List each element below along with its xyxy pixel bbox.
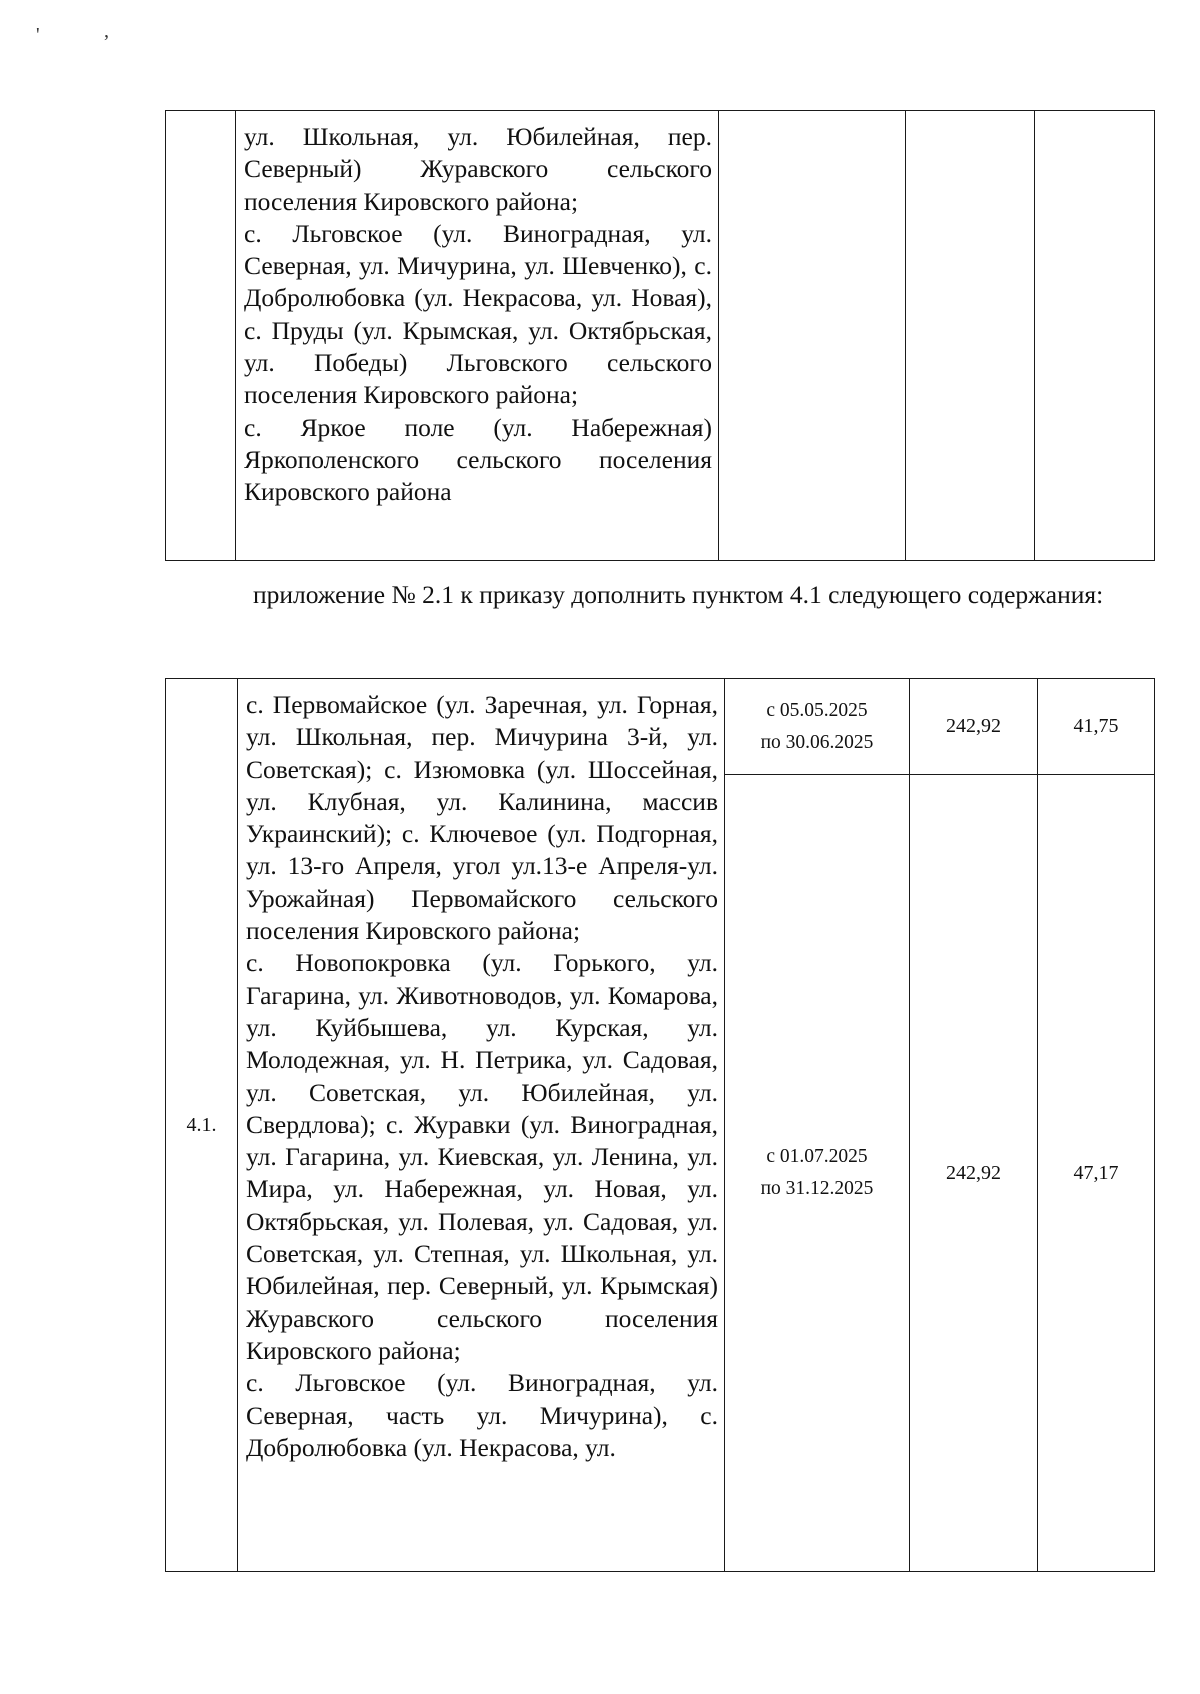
table-row	[166, 111, 1155, 561]
table-row	[166, 679, 1155, 775]
period-from: с 05.05.2025	[766, 699, 868, 721]
period-cell	[719, 111, 906, 561]
address-line: с. Льговское (ул. Виноградная, ул. Северная, часть ул. Мичурина), с. Добролюбовка (ул. Некрасова, ул.	[246, 1368, 718, 1462]
address-cell	[236, 111, 719, 561]
address-line: с. Первомайское (ул. Заречная, ул. Горная, ул. Школьная, пер. Мичурина 3-й, ул. Советская); с. Изюмовка (ул. Шоссейная, ул. Клубная, ул. Калинина, массив Украинский); с. Ключевое (ул. Подгорная, ул. 13-го Апреля, угол ул.13-е Апреля-ул. Урожайная) Первомайского сельского поселения Кировского района;	[246, 690, 718, 946]
scan-mark: ,	[104, 20, 109, 42]
tariff-table-item	[165, 678, 1155, 1572]
amendment-paragraph: приложение № 2.1 к приказу дополнить пунктом 4.1 следующего содержания:	[253, 580, 1104, 609]
value-cell	[1035, 111, 1155, 561]
value-2-cell: 47,17	[1038, 775, 1155, 1572]
tariff-table-continuation	[165, 110, 1155, 561]
number-cell	[166, 111, 236, 561]
item-number: 4.1.	[166, 679, 238, 1572]
value-cell	[906, 111, 1035, 561]
scan-mark: '	[36, 24, 40, 46]
value-2-cell: 41,75	[1038, 679, 1155, 775]
period-from: с 01.07.2025	[766, 1146, 868, 1167]
period-cell	[725, 775, 910, 1572]
address-line: ул. Школьная, ул. Юбилейная, пер. Северный) Журавского сельского поселения Кировского района;	[244, 122, 712, 216]
address-line: с. Новопокровка (ул. Горького, ул. Гагарина, ул. Животноводов, ул. Комарова, ул. Куйбышева, ул. Курская, ул. Молодежная, ул. Н. Петрика, ул. Садовая, ул. Советская, ул. Юбилейная, ул. Свердлова); с. Журавки (ул. Виноградная, ул. Гагарина, ул. Киевская, ул. Ленина, ул. Мира, ул. Набережная, ул. Новая, ул. Октябрьская, ул. Полевая, ул. Садовая, ул. Советская, ул. Степная, ул. Школьная, ул. Юбилейная, пер. Северный, ул. Крымская) Журавского сельского поселения Кировского района;	[246, 948, 718, 1365]
period-to: по 30.06.2025	[760, 731, 874, 753]
address-cell	[238, 679, 725, 1572]
period-to: по 31.12.2025	[760, 1178, 874, 1199]
value-1-cell: 242,92	[910, 775, 1038, 1572]
address-line: с. Льговское (ул. Виноградная, ул. Северная, ул. Мичурина, ул. Шевченко), с. Добролюбовка (ул. Некрасова, ул. Новая), с. Пруды (ул. Крымская, ул. Октябрьская, ул. Победы) Льговского сельского поселения Кировского района;	[244, 218, 712, 410]
value-1-cell: 242,92	[910, 679, 1038, 775]
period-cell	[725, 679, 910, 775]
address-line: с. Яркое поле (ул. Набережная) Яркополенского сельского поселения Кировского района	[244, 412, 712, 507]
